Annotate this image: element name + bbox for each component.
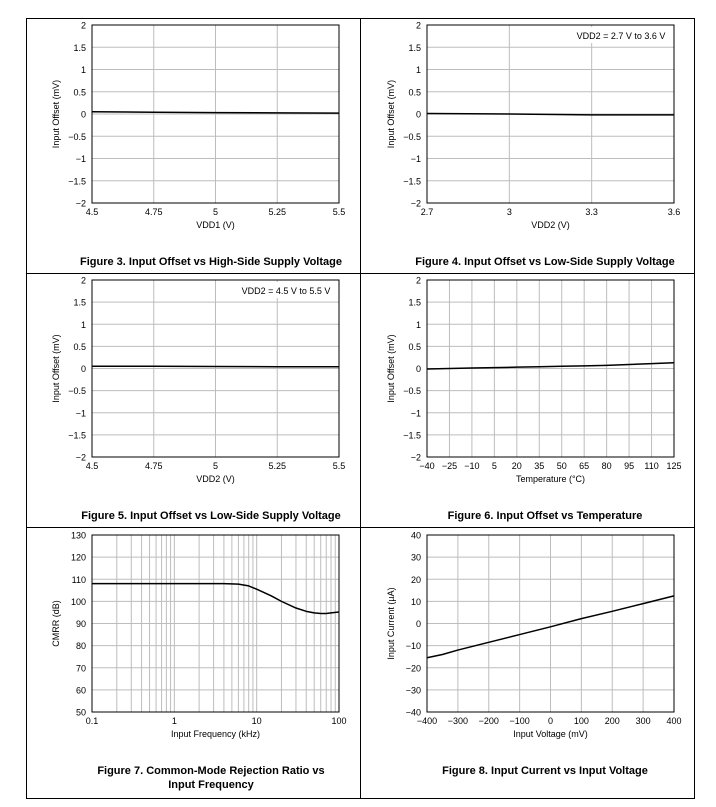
caption-title: Figure 6. Input Offset vs Temperature bbox=[447, 510, 643, 522]
y-tick-label: −10 bbox=[405, 641, 421, 652]
x-tick-label: 65 bbox=[579, 461, 590, 471]
y-tick-label: 2 bbox=[80, 20, 86, 31]
x-tick-label: −100 bbox=[509, 716, 530, 726]
y-tick-label: 0.5 bbox=[408, 87, 421, 98]
x-tick-label: 100 bbox=[331, 716, 347, 726]
y-tick-label: 0 bbox=[415, 619, 421, 629]
y-tick-label: 1 bbox=[415, 65, 421, 75]
y-axis-label: CMRR (dB) bbox=[51, 600, 61, 647]
series-line bbox=[92, 584, 339, 614]
y-tick-label: 1 bbox=[415, 319, 421, 330]
y-tick-label: 1 bbox=[80, 65, 86, 75]
y-tick-label: 1.5 bbox=[73, 297, 86, 308]
y-tick-label: −2 bbox=[410, 452, 421, 463]
x-tick-label: 5.25 bbox=[268, 461, 287, 471]
x-tick-label: −400 bbox=[416, 716, 438, 726]
caption-title: Figure 8. Input Current vs Input Voltage bbox=[442, 765, 648, 777]
y-tick-label: 1 bbox=[80, 319, 86, 330]
y-tick-label: −1.5 bbox=[68, 176, 86, 187]
y-tick-label: 110 bbox=[71, 574, 86, 585]
annotation-text: VDD2 = 4.5 V to 5.5 V bbox=[241, 286, 331, 296]
x-axis-label: VDD2 (V) bbox=[531, 220, 570, 230]
x-tick-label: 5 bbox=[212, 461, 219, 471]
y-tick-label: 20 bbox=[410, 574, 421, 585]
x-tick-label: 20 bbox=[511, 461, 522, 471]
y-axis-label: Input Offset (mV) bbox=[51, 334, 61, 403]
x-tick-label: 3.6 bbox=[667, 207, 681, 217]
y-tick-label: 0 bbox=[80, 364, 86, 374]
x-axis-label: Input Voltage (mV) bbox=[513, 729, 588, 739]
y-tick-label: 0 bbox=[80, 109, 86, 120]
y-tick-label: 30 bbox=[410, 552, 421, 563]
x-tick-label: −200 bbox=[478, 716, 499, 726]
x-tick-label: 300 bbox=[635, 716, 651, 726]
y-tick-label: 1.5 bbox=[73, 42, 86, 53]
y-tick-label: −2 bbox=[75, 198, 86, 209]
y-tick-label: −20 bbox=[405, 663, 421, 674]
figure-caption bbox=[43, 255, 379, 269]
y-tick-label: 100 bbox=[70, 596, 86, 607]
x-tick-label: 10 bbox=[251, 716, 262, 726]
y-tick-label: 40 bbox=[410, 530, 421, 541]
y-tick-label: 70 bbox=[75, 663, 86, 674]
x-tick-label: 5.5 bbox=[332, 207, 346, 217]
y-tick-label: −0.5 bbox=[403, 386, 421, 397]
y-tick-label: −0.5 bbox=[403, 131, 421, 142]
y-tick-label: 80 bbox=[75, 641, 86, 652]
x-tick-label: 125 bbox=[666, 461, 682, 471]
x-axis-label: VDD2 (V) bbox=[196, 474, 235, 484]
y-tick-label: 1.5 bbox=[408, 42, 421, 53]
y-tick-label: −2 bbox=[410, 198, 421, 209]
y-tick-label: −1 bbox=[75, 154, 86, 164]
x-tick-label: −10 bbox=[464, 461, 480, 471]
x-tick-label: 5.5 bbox=[332, 461, 346, 471]
y-tick-label: −1.5 bbox=[403, 176, 421, 187]
x-tick-label: 4.5 bbox=[85, 461, 99, 471]
y-tick-label: −1 bbox=[410, 408, 421, 419]
figure-caption bbox=[377, 509, 713, 523]
y-tick-label: −2 bbox=[75, 452, 86, 463]
x-tick-label: 5.25 bbox=[268, 207, 287, 217]
y-tick-label: −1 bbox=[75, 408, 86, 419]
figure-caption bbox=[43, 509, 379, 523]
y-tick-label: 10 bbox=[410, 596, 421, 607]
y-tick-label: −0.5 bbox=[68, 386, 86, 397]
y-axis-label: Input Offset (mV) bbox=[51, 79, 61, 149]
y-tick-label: 2 bbox=[415, 275, 421, 286]
x-tick-label: 5 bbox=[212, 207, 219, 217]
caption-title: Figure 3. Input Offset vs High-Side Supply Voltage bbox=[80, 256, 342, 268]
x-tick-label: 4.75 bbox=[144, 461, 163, 471]
y-tick-label: −1.5 bbox=[68, 430, 86, 441]
y-tick-label: 1.5 bbox=[408, 297, 421, 308]
y-tick-label: 0.5 bbox=[73, 341, 86, 352]
x-tick-label: 1 bbox=[171, 716, 177, 726]
x-tick-label: 3.3 bbox=[585, 207, 598, 217]
y-tick-label: 0.5 bbox=[73, 87, 86, 98]
y-tick-label: −30 bbox=[405, 685, 421, 696]
x-tick-label: −25 bbox=[441, 461, 458, 471]
x-tick-label: 95 bbox=[624, 461, 635, 471]
y-tick-label: 120 bbox=[70, 552, 86, 563]
x-tick-label: 35 bbox=[534, 461, 545, 471]
caption-title: Figure 4. Input Offset vs Low-Side Supply Voltage bbox=[415, 256, 675, 268]
y-tick-label: 130 bbox=[70, 530, 86, 541]
y-tick-label: 2 bbox=[415, 20, 421, 31]
y-tick-label: 0.5 bbox=[408, 341, 421, 352]
y-axis-label: Input Offset (mV) bbox=[386, 79, 396, 149]
x-tick-label: 0.1 bbox=[85, 716, 99, 726]
y-tick-label: −40 bbox=[405, 707, 421, 718]
series-line bbox=[92, 112, 339, 113]
y-tick-label: −1.5 bbox=[403, 430, 421, 441]
x-tick-label: 400 bbox=[666, 716, 682, 726]
x-tick-label: 110 bbox=[644, 461, 659, 471]
caption-title: Figure 5. Input Offset vs Low-Side Supply Voltage bbox=[81, 510, 341, 522]
caption-title: Figure 7. Common-Mode Rejection Ratio vs bbox=[97, 765, 325, 777]
x-tick-label: 4.75 bbox=[144, 207, 163, 217]
y-tick-label: 0 bbox=[415, 364, 421, 374]
y-tick-label: −1 bbox=[410, 154, 421, 164]
x-tick-label: −40 bbox=[419, 461, 435, 471]
x-axis-label: Temperature (°C) bbox=[515, 474, 586, 484]
caption-title-line2: Input Frequency bbox=[168, 779, 254, 791]
x-tick-label: 4.5 bbox=[85, 207, 99, 217]
y-tick-label: 60 bbox=[75, 685, 86, 696]
x-tick-label: −300 bbox=[447, 716, 469, 726]
figure-caption bbox=[377, 764, 713, 778]
x-axis-label: VDD1 (V) bbox=[196, 220, 235, 230]
y-tick-label: 2 bbox=[80, 275, 86, 286]
x-tick-label: 0 bbox=[547, 716, 554, 726]
x-axis-label: Input Frequency (kHz) bbox=[170, 729, 261, 739]
y-axis-label: Input Current (µA) bbox=[386, 587, 396, 660]
x-tick-label: 200 bbox=[604, 716, 620, 726]
x-tick-label: 5 bbox=[491, 461, 497, 471]
figure-caption bbox=[43, 764, 379, 792]
x-tick-label: 100 bbox=[573, 716, 589, 726]
y-axis-label: Input Offset (mV) bbox=[386, 334, 396, 403]
x-tick-label: 3 bbox=[506, 207, 512, 217]
figure-caption bbox=[377, 255, 713, 269]
y-tick-label: 50 bbox=[75, 707, 86, 718]
y-tick-label: 0 bbox=[415, 109, 421, 120]
x-tick-label: 2.7 bbox=[420, 207, 434, 217]
y-tick-label: −0.5 bbox=[68, 131, 86, 142]
annotation-text: VDD2 = 2.7 V to 3.6 V bbox=[576, 31, 666, 41]
x-tick-label: 50 bbox=[556, 461, 567, 471]
x-tick-label: 80 bbox=[601, 461, 612, 471]
y-tick-label: 90 bbox=[75, 619, 86, 629]
